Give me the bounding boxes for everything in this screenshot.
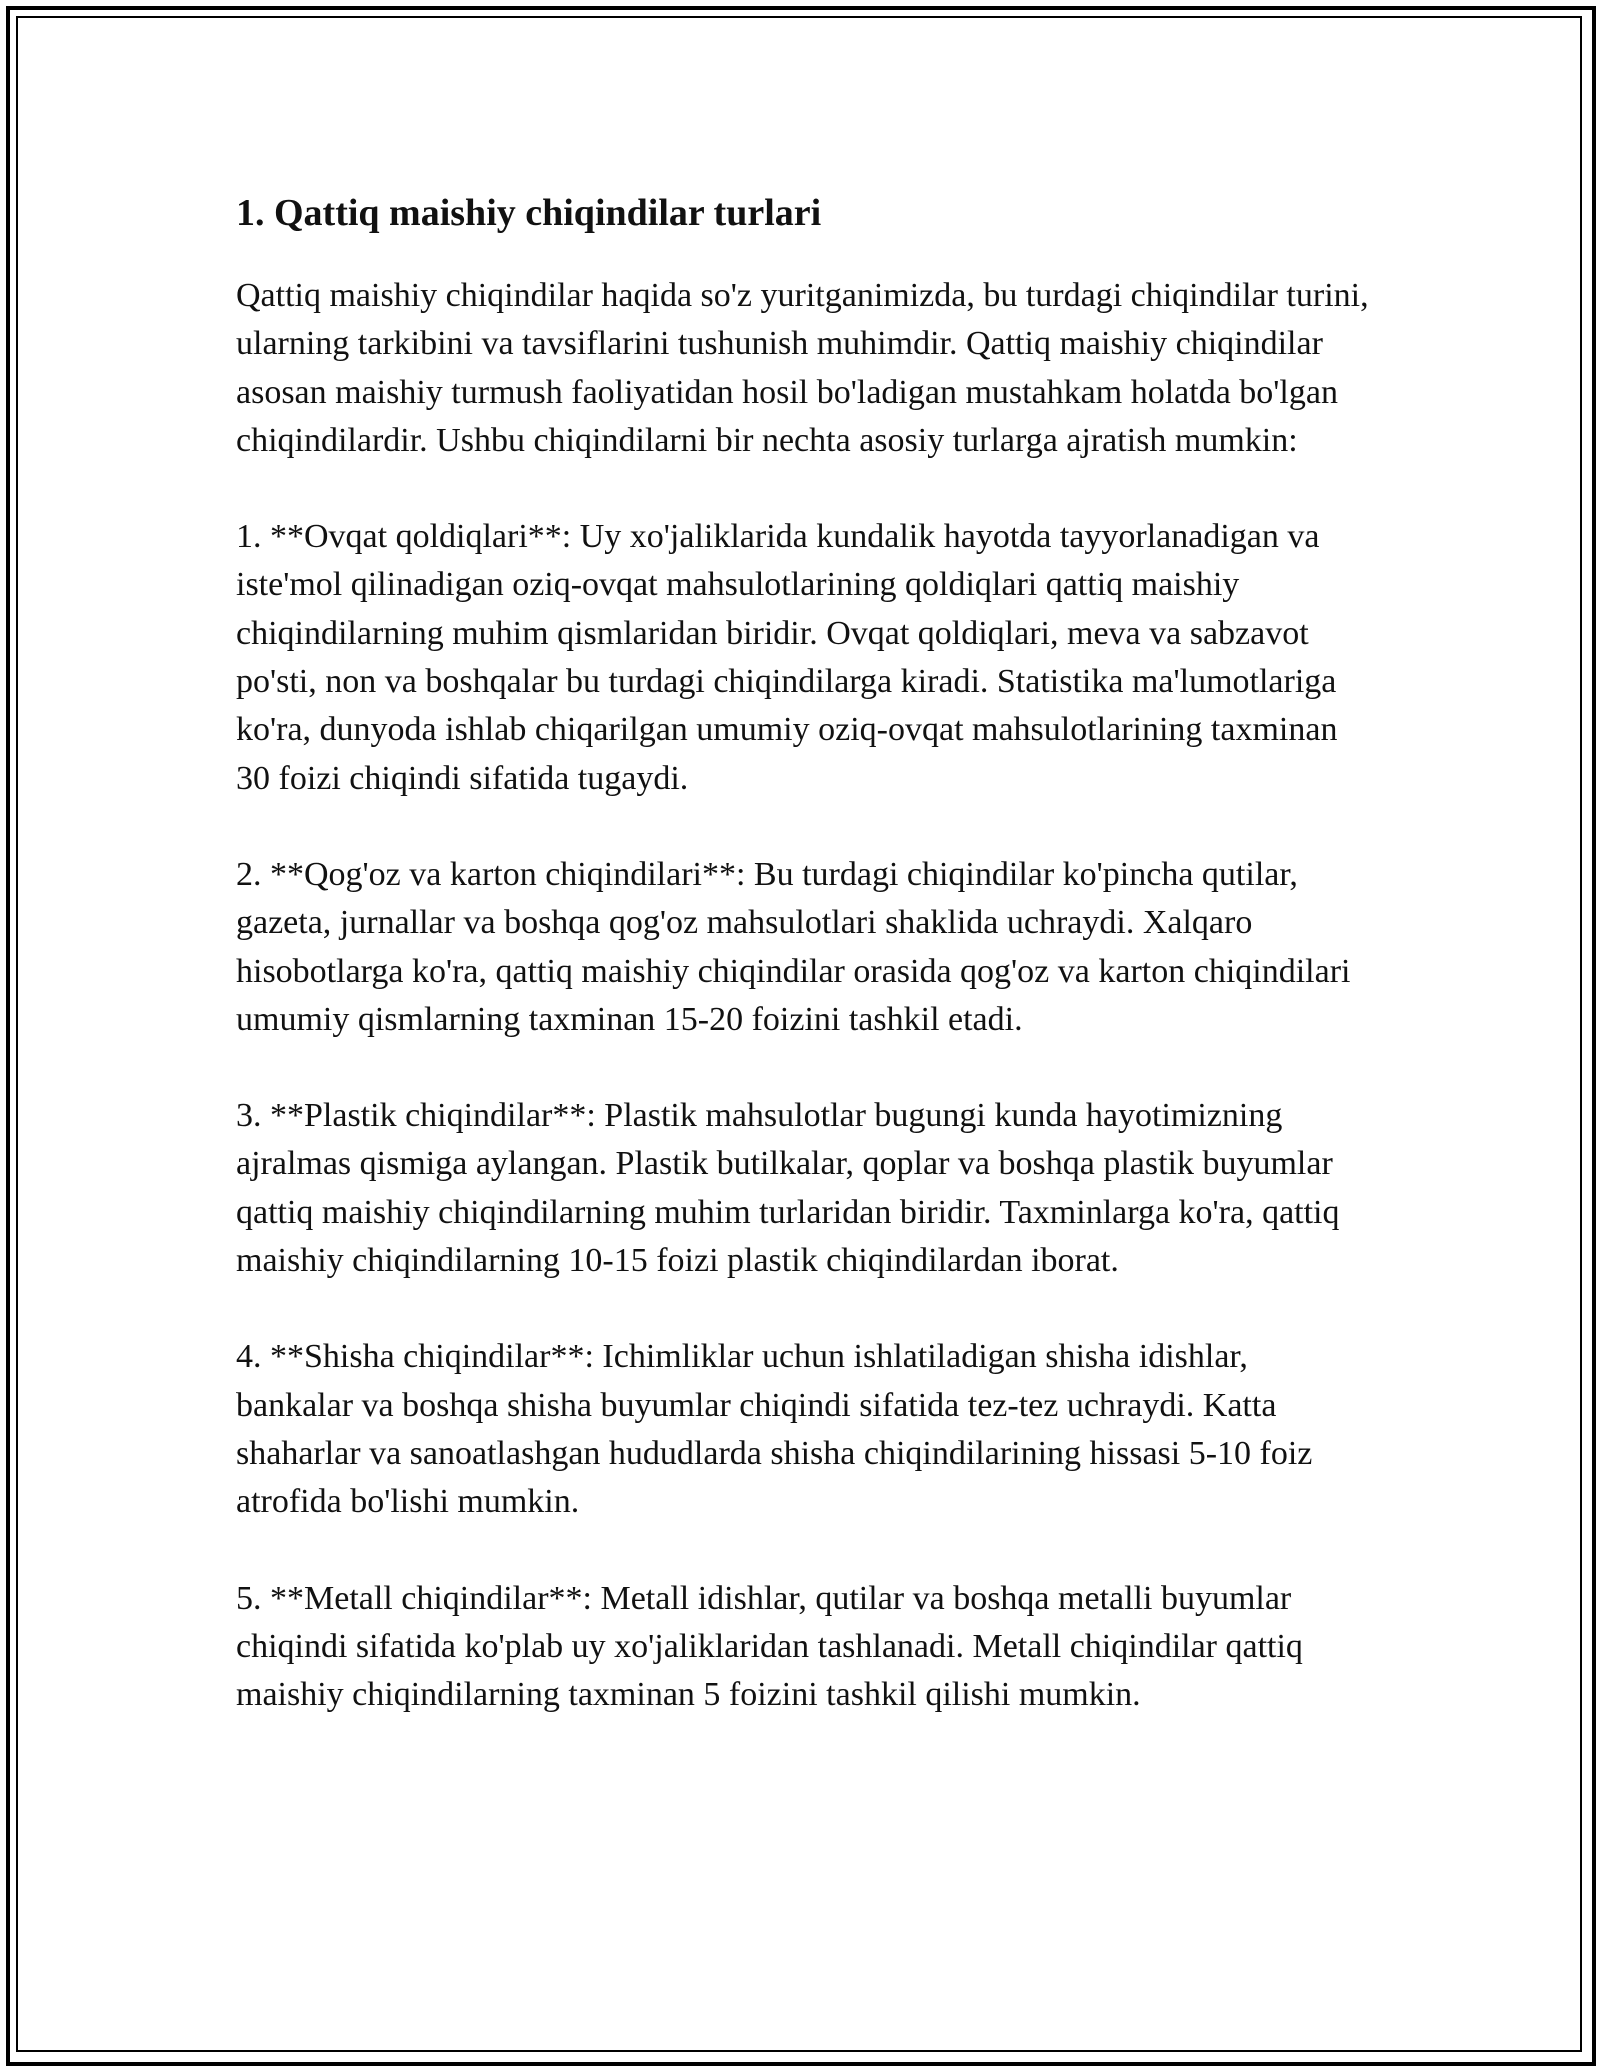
list-item-metal-waste: 5. **Metall chiqindilar**: Metall idishlar, qutilar va boshqa metalli buyumlar chiqindi sifatida ko'plab uy xo'jaliklaridan tashlanadi. Metall chiqindilar qattiq maishiy chiqindilarning taxminan 5 foizini tashkil qilishi mumkin. (236, 1579, 1303, 1714)
list-item-paper-waste: 2. **Qog'oz va karton chiqindilari**: Bu turdagi chiqindilar ko'pincha qutilar, gazeta, jurnallar va boshqa qog'oz mahsulotlari shaklida uchraydi. Xalqaro hisobotlarga ko'ra, qattiq maishiy chiqindilar orasida qog'oz va karton chiqindilari umumiy qismlarning taxminan 15-20 foizini tashkil etadi. (236, 855, 1351, 1038)
document-body (236, 186, 1371, 1719)
list-item-glass-waste: 4. **Shisha chiqindilar**: Ichimliklar uchun ishlatiladigan shisha idishlar, bankalar va boshqa shisha buyumlar chiqindi sifatida tez-tez uchraydi. Katta shaharlar va sanoatlashgan hududlarda shisha chiqindilarining hissasi 5-10 foiz atrofida bo'lishi mumkin. (236, 1338, 1313, 1521)
section-heading: 1. Qattiq maishiy chiqindilar turlari (236, 192, 822, 234)
list-item-food-waste: 1. **Ovqat qoldiqlari**: Uy xo'jaliklarida kundalik hayotda tayyorlanadigan va iste'mol qilinadigan oziq-ovqat mahsulotlarining qoldiqlari qattiq maishiy chiqindilarning muhim qismlaridan biridir. Ovqat qoldiqlari, meva va sabzavot po'sti, non va boshqalar bu turdagi chiqindilarga kiradi. Statistika ma'lumotlariga ko'ra, dunyoda ishlab chiqarilgan umumiy oziq-ovqat mahsulotlarining taxminan 30 foizi chiqindi sifatida tugaydi. (236, 518, 1338, 797)
list-item-plastic-waste: 3. **Plastik chiqindilar**: Plastik mahsulotlar bugungi kunda hayotimizning ajralmas qismiga aylangan. Plastik butilkalar, qoplar va boshqa plastik buyumlar qattiq maishiy chiqindilarning muhim turlaridan biridir. Taxminlarga ko'ra, qattiq maishiy chiqindilarning 10-15 foizi plastik chiqindilardan iborat. (236, 1097, 1340, 1280)
intro-paragraph: Qattiq maishiy chiqindilar haqida so'z yuritganimizda, bu turdagi chiqindilar turini, ularning tarkibini va tavsiflarini tushunish muhimdir. Qattiq maishiy chiqindilar asosan maishiy turmush faoliyatidan hosil bo'ladigan mustahkam holatda bo'lgan chiqindilardir. Ushbu chiqindilarni bir nechta asosiy turlarga ajratish mumkin: (236, 277, 1369, 459)
